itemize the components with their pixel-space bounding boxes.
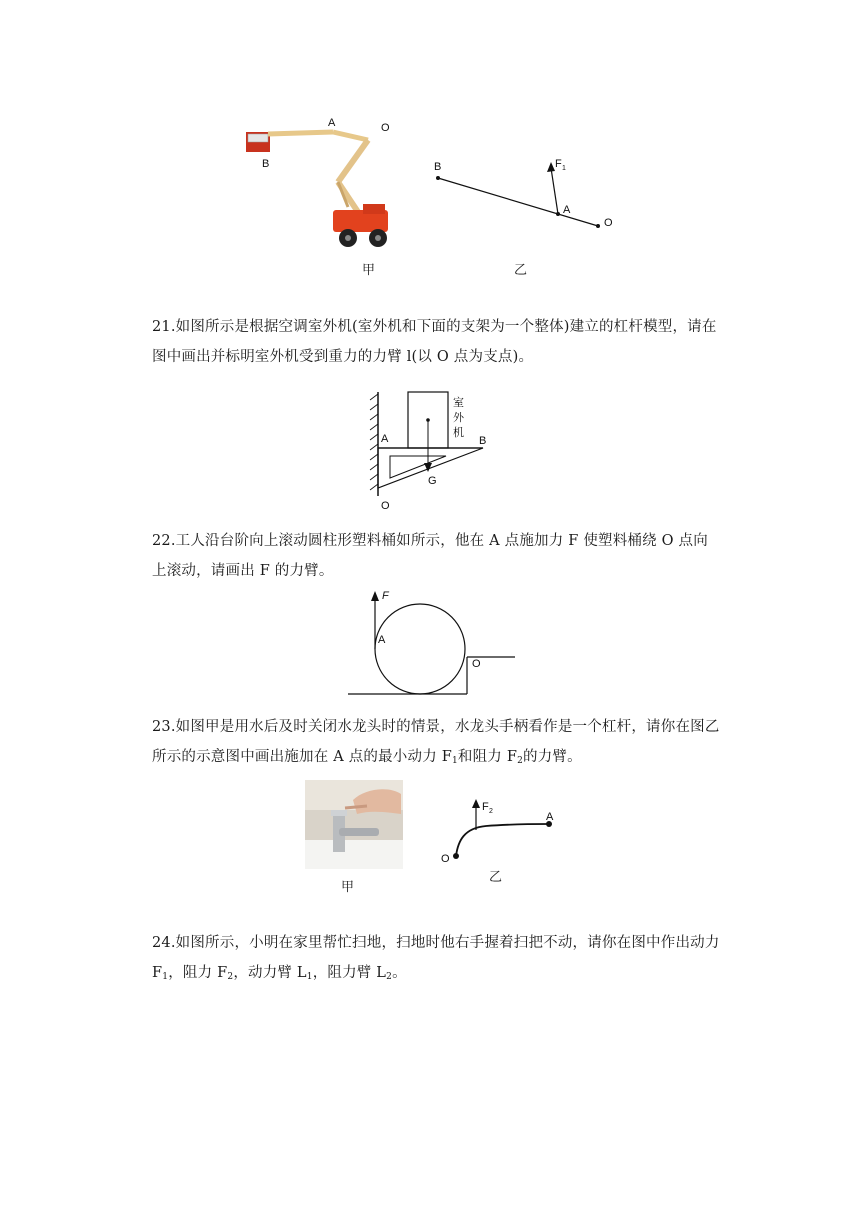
ac-label-g: G (428, 475, 437, 487)
q24-text-e: 。 (392, 965, 407, 981)
ac-label-a: A (381, 433, 389, 445)
diagram-label-b: B (434, 161, 442, 173)
barrel-label-o: O (472, 658, 481, 670)
faucet-label-f2-sub: 2 (489, 808, 493, 815)
photo-label-b: B (262, 158, 270, 170)
q23-text-a: 23.如图甲是用水后及时关闭水龙头时的情景，水龙头手柄看作是一个杠杆，请你在图乙所示的示意图中画出施加在 A 点的最小动力 F (152, 719, 720, 765)
q23-sub-1: 1 (451, 756, 458, 766)
barrel-label-f: F (382, 590, 389, 602)
faucet-label-o: O (441, 853, 450, 864)
ac-label-char-1: 室 (453, 397, 464, 409)
q23-text-b: 和阻力 F (457, 749, 518, 765)
diagram-label-f1-sub: 1 (562, 165, 566, 172)
q23-text-c: 的力臂。 (523, 749, 582, 765)
lever-diagram-yi (425, 150, 625, 235)
q24-text-a: 24.如图所示，小明在家里帮忙扫地，扫地时他右手握着扫把不动，请你在图中作出动力 F (152, 935, 720, 981)
photo-label-a: A (328, 117, 336, 129)
question-22-text: 22.工人沿台阶向上滚动圆柱形塑料桶如所示，他在 A 点施加力 F 使塑料桶绕 O 点向上滚动，请画出 F 的力臂。 (152, 533, 708, 579)
caption-yi-20: 乙 (514, 263, 528, 278)
faucet-handle-diagram (436, 796, 561, 864)
q24-text-d: ，阻力臂 L (312, 965, 387, 981)
faucet-label-f2: F (482, 801, 489, 813)
caption-yi-23: 乙 (489, 870, 503, 885)
aerial-lift-photo (238, 112, 408, 252)
diagram-label-o: O (604, 217, 613, 229)
question-21-text: 21.如图所示是根据空调室外机(室外机和下面的支架为一个整体)建立的杠杆模型，请在图中画出并标明室外机受到重力的力臂 l(以 O 点为支点)。 (152, 319, 717, 365)
barrel-label-a: A (378, 634, 386, 646)
ac-label-char-2: 外 (453, 412, 464, 424)
ac-label-b: B (479, 435, 487, 447)
question-24-text (152, 928, 722, 992)
diagram-label-f1: F (555, 158, 562, 170)
q24-sub-4: 2 (386, 972, 393, 982)
rolling-barrel-figure (345, 587, 520, 699)
q24-sub-1: 1 (162, 972, 169, 982)
q23-sub-2: 2 (517, 756, 524, 766)
q24-sub-2: 2 (227, 972, 234, 982)
q24-sub-3: 1 (306, 972, 313, 982)
question-23-text (152, 712, 722, 776)
caption-jia-20: 甲 (362, 263, 376, 278)
ac-label-char-3: 机 (453, 427, 464, 439)
q24-text-c: ，动力臂 L (233, 965, 307, 981)
faucet-label-a: A (546, 811, 554, 823)
caption-jia-23: 甲 (341, 880, 355, 895)
photo-label-o: O (381, 122, 390, 134)
q24-text-b: ，阻力 F (168, 965, 228, 981)
ac-label-o: O (381, 500, 390, 512)
diagram-label-a: A (563, 204, 571, 216)
air-conditioner-lever-figure (366, 388, 496, 516)
faucet-photo (305, 780, 403, 869)
